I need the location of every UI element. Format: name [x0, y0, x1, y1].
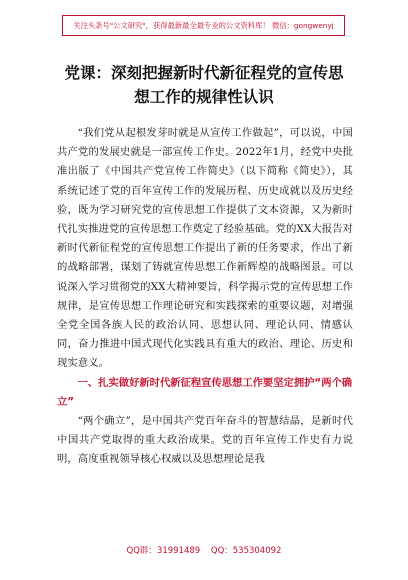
document-body [57, 124, 353, 470]
contact-footer [0, 545, 408, 557]
qq-text: QQ：535304092 [210, 546, 282, 556]
document-title-line-1: 党课：深刻把握新时代新征程党的宣传思 [64, 64, 344, 82]
document-title-line-2: 想工作的规律性认识 [134, 88, 274, 106]
section-paragraph: “两个确立”，是中国共产党百年奋斗的智慧结晶，是新时代中国共产党取得的重大政治成果。党的百年宣传工作史有力说明，高度重视领导核心权威以及思想理论是我 [57, 415, 353, 466]
promo-banner: 关注头条号"公文研究"，获得最新最全最专业的公文资料库！ 微信：gongwenyj [62, 15, 345, 36]
qq-group-text: QQ群：31991489 [126, 546, 201, 556]
section-heading: 一、扎实做好新时代新征程宣传思想工作要坚定拥护“两个确立” [57, 376, 353, 408]
intro-paragraph: “我们党从起根发芽时就是从宣传工作做起”，可以说，中国共产党的发展史就是一部宣传工作史。2022年1月，经党中央批准出版了《中国共产党宣传工作简史》（以下简称《简史》），其系统记述了党的百年宣传工作的发展历程、历史成就以及历史经验，既为学习研究党的宣传思想工作提供了文本资源，又为新时代扎实推进党的宣传思想工作奠定了经验基础。党的XX大报告对新时代新征程党的宣传思想工作提出了新的任务要求，作出了新的战略部署，谋划了铸就宣传思想工作新辉煌的战略图景。可以说深入学习贯彻党的XX大精神要旨，科学揭示党的宣传思想工作规律，是宣传思想工作理论研究和实践探索的重要议题，对增强全党全国各族人民的政治认同、思想认同、理论认同、情感认同，奋力推进中国式现代化实践具有重大的政治、理论、历史和现实意义。 [57, 127, 353, 370]
